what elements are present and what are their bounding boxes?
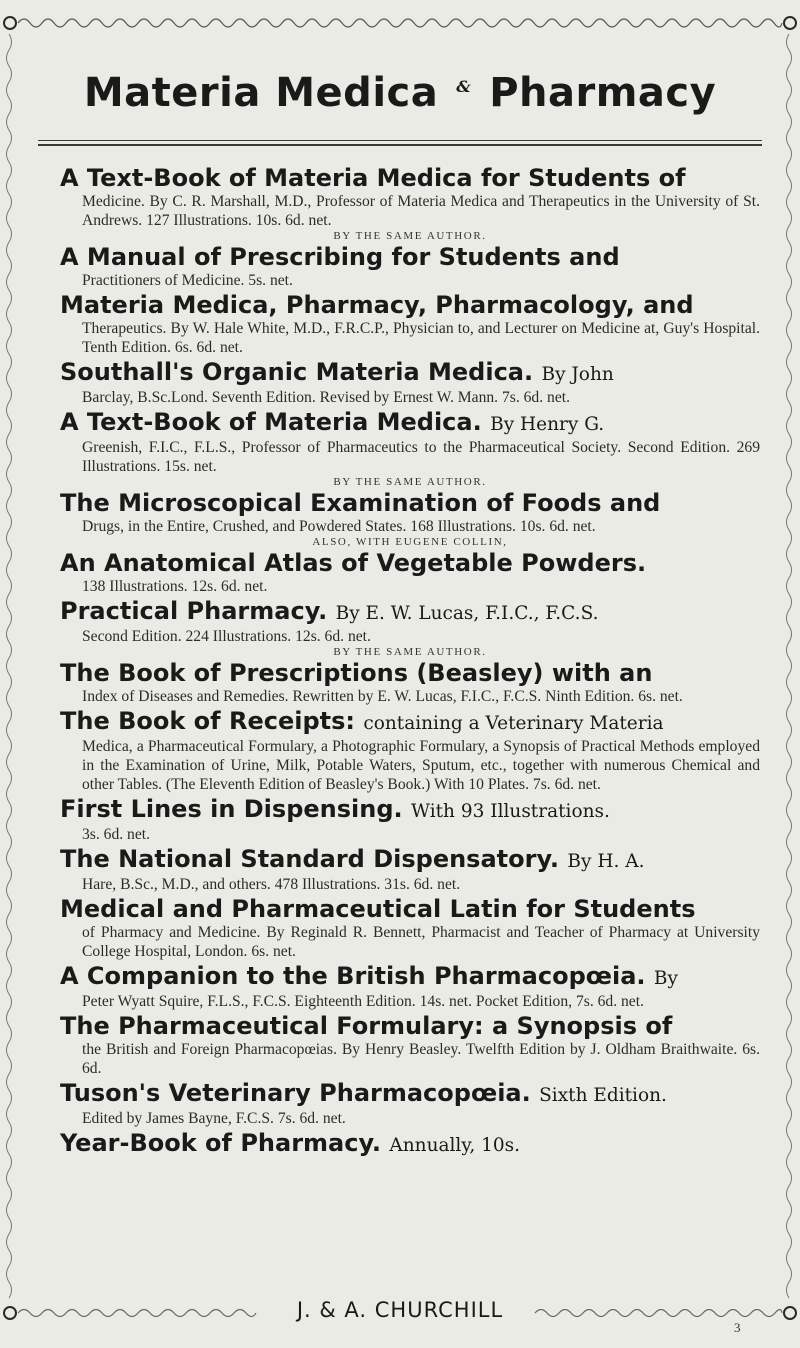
section-divider: BY THE SAME AUTHOR.	[333, 476, 487, 488]
book-list	[60, 165, 760, 1161]
right-border-ornament	[782, 34, 796, 1304]
book-title-line	[60, 598, 760, 627]
book-description: of Pharmacy and Medicine. By Reginald R. Bennett, Pharmacist and Teacher of Pharmacy at University College Hospital, London. 6s. net.	[82, 924, 760, 960]
book-title: Tuson's Veterinary Pharmacopœia.	[60, 1079, 531, 1107]
book-entry	[60, 359, 760, 407]
book-entry	[60, 1013, 760, 1078]
book-description: Second Edition. 224 Illustrations. 12s. 6d. net.	[82, 628, 371, 645]
book-title: Practical Pharmacy.	[60, 597, 328, 625]
book-entry	[60, 490, 760, 548]
book-entry	[60, 244, 760, 290]
book-title-line	[60, 963, 760, 992]
section-divider: BY THE SAME AUTHOR.	[333, 230, 487, 242]
header-left-title: Materia Medica	[83, 70, 439, 116]
page-header	[0, 70, 800, 116]
wavy-line-icon	[0, 12, 800, 34]
book-description: Index of Diseases and Remedies. Rewritten by E. W. Lucas, F.I.C., F.C.S. Ninth Edition. 6s. net.	[82, 688, 683, 705]
book-author-start: Sixth Edition.	[539, 1085, 667, 1106]
book-description: Edited by James Bayne, F.C.S. 7s. 6d. net.	[82, 1110, 346, 1127]
book-title: A Manual of Prescribing for Students and	[60, 243, 620, 271]
book-author-start: Annually, 10s.	[389, 1135, 521, 1156]
book-entry	[60, 660, 760, 706]
book-entry	[60, 846, 760, 894]
book-title: The National Standard Dispensatory.	[60, 845, 560, 873]
book-description: Greenish, F.I.C., F.L.S., Professor of Pharmaceutics to the Pharmaceutical Society. Second Edition. 269 Illustrations. 15s. net.	[82, 439, 760, 475]
book-description: the British and Foreign Pharmacopœias. By Henry Beasley. Twelfth Edition by J. Oldham Braithwaite. 6s. 6d.	[82, 1041, 760, 1077]
book-title: The Book of Prescriptions (Beasley) with an	[60, 659, 653, 687]
book-title: A Text-Book of Materia Medica.	[60, 408, 482, 436]
book-title-line	[60, 796, 760, 825]
book-title-line	[60, 1080, 760, 1109]
header-right-title: Pharmacy	[489, 70, 717, 116]
book-entry	[60, 598, 760, 658]
book-author-start: By H. A.	[567, 851, 645, 872]
publisher-name: J. & A. CHURCHILL	[296, 1298, 504, 1322]
book-title: Materia Medica, Pharmacy, Pharmacology, and	[60, 291, 694, 319]
book-entry	[60, 409, 760, 488]
book-entry	[60, 1130, 760, 1159]
section-divider: BY THE SAME AUTHOR.	[333, 646, 487, 658]
book-author-start: With 93 Illustrations.	[411, 801, 610, 822]
book-title-line	[60, 359, 760, 388]
book-title-line	[60, 846, 760, 875]
book-description: Drugs, in the Entire, Crushed, and Powdered States. 168 Illustrations. 10s. 6d. net.	[82, 518, 596, 535]
book-author-start: By	[653, 968, 678, 989]
top-border-ornament	[0, 12, 800, 34]
book-description: 3s. 6d. net.	[82, 826, 151, 843]
book-entry	[60, 963, 760, 1011]
book-title-line	[60, 708, 760, 737]
section-divider: ALSO, WITH EUGENE COLLIN,	[312, 536, 508, 548]
book-description: Practitioners of Medicine. 5s. net.	[82, 272, 293, 289]
book-title: The Pharmaceutical Formulary: a Synopsis of	[60, 1012, 673, 1040]
book-entry	[60, 1080, 760, 1128]
page-number: 3	[734, 1320, 741, 1335]
book-entry	[60, 708, 760, 794]
book-title: Year-Book of Pharmacy.	[60, 1129, 382, 1157]
book-description: Medicine. By C. R. Marshall, M.D., Professor of Materia Medica and Therapeutics in the University of St. Andrews. 127 Illustrations. 10s. 6d. net.	[82, 193, 760, 229]
book-entry	[60, 292, 760, 357]
book-title: Southall's Organic Materia Medica.	[60, 358, 534, 386]
book-description: Hare, B.Sc., M.D., and others. 478 Illustrations. 31s. 6d. net.	[82, 876, 461, 893]
book-title: First Lines in Dispensing.	[60, 795, 403, 823]
book-entry	[60, 796, 760, 844]
book-description: Medica, a Pharmaceutical Formulary, a Photographic Formulary, a Synopsis of Practical Methods employed in the Examination of Urine, Milk, Potable Waters, Sputum, etc., together with numerous Chemical and other Tables. (The Eleventh Edition of Beasley's Book.) With 10 Plates. 7s. 6d. net.	[82, 738, 760, 793]
book-author-start: containing a Veterinary Materia	[363, 713, 664, 734]
book-description: Barclay, B.Sc.Lond. Seventh Edition. Revised by Ernest W. Mann. 7s. 6d. net.	[82, 389, 570, 406]
book-entry	[60, 550, 760, 596]
book-description: Peter Wyatt Squire, F.L.S., F.C.S. Eighteenth Edition. 14s. net. Pocket Edition, 7s. 6d. net.	[82, 993, 644, 1010]
book-entry	[60, 165, 760, 242]
book-entry	[60, 896, 760, 961]
book-author-start: By John	[541, 364, 614, 385]
book-title: The Microscopical Examination of Foods and	[60, 489, 661, 517]
book-title: An Anatomical Atlas of Vegetable Powders.	[60, 549, 647, 577]
book-description: Therapeutics. By W. Hale White, M.D., F.R.C.P., Physician to, and Lecturer on Medicine at, Guy's Hospital. Tenth Edition. 6s. 6d. net.	[82, 320, 760, 356]
book-title: A Text-Book of Materia Medica for Students of	[60, 164, 686, 192]
book-author-start: By E. W. Lucas, F.I.C., F.C.S.	[335, 603, 599, 624]
header-rule-thick	[38, 144, 762, 146]
book-title-line	[60, 409, 760, 438]
book-description: 138 Illustrations. 12s. 6d. net.	[82, 578, 268, 595]
ampersand-ornament: &	[456, 77, 472, 96]
book-title-line	[60, 1130, 760, 1159]
book-author-start: By Henry G.	[490, 414, 605, 435]
book-title: Medical and Pharmaceutical Latin for Students	[60, 895, 696, 923]
book-title: The Book of Receipts:	[60, 707, 355, 735]
header-rule	[38, 140, 762, 141]
book-title: A Companion to the British Pharmacopœia.	[60, 962, 646, 990]
left-border-ornament	[2, 34, 16, 1304]
